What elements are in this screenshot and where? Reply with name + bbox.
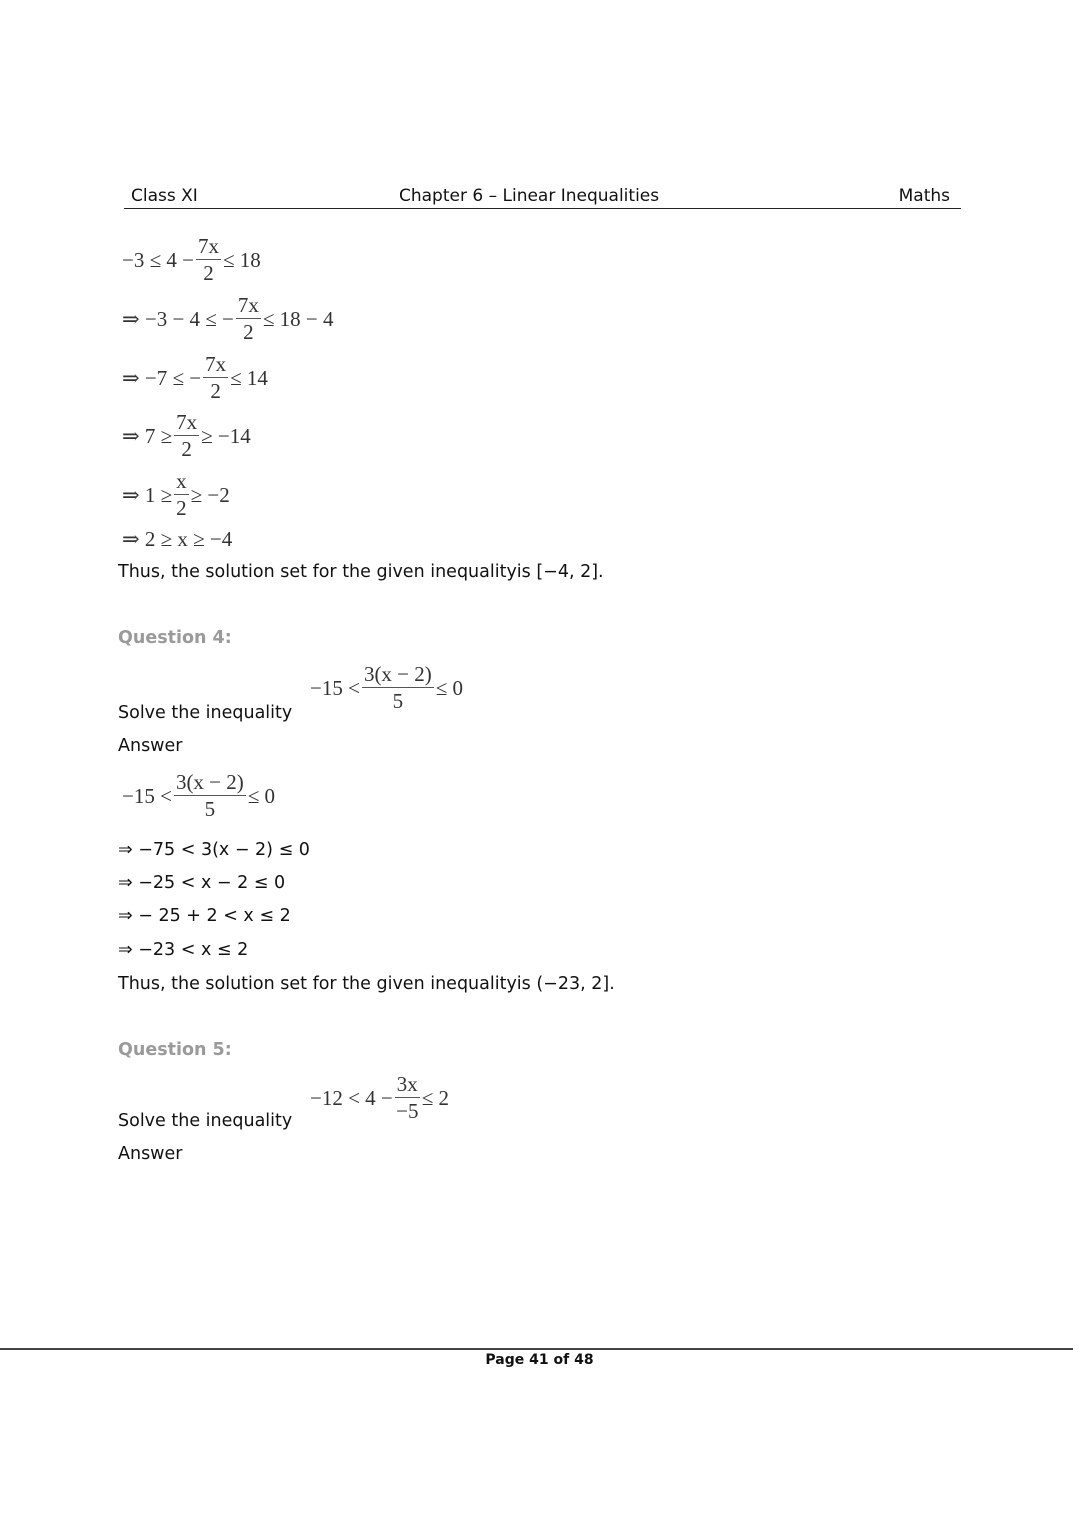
step-pre: ⇒ 7 ≥ (122, 423, 173, 448)
denominator: 2 (210, 379, 221, 403)
step-post: ≤ 18 (222, 247, 261, 272)
step-pre: −3 ≤ 4 − (122, 247, 194, 272)
fraction (174, 412, 199, 460)
q4-step-5: ⇒ −23 < x ≤ 2 (118, 940, 249, 960)
fraction (203, 354, 228, 402)
header-subject: Maths (898, 186, 950, 206)
question-5-answer-label: Answer (118, 1144, 183, 1164)
q4-step-3: ⇒ −25 < x − 2 ≤ 0 (118, 873, 286, 893)
question-4-expression (310, 664, 463, 712)
q4-step-4: ⇒ − 25 + 2 < x ≤ 2 (118, 906, 291, 926)
numerator: 7x (197, 234, 219, 258)
q4-step-2: ⇒ −75 < 3(x − 2) ≤ 0 (118, 840, 310, 860)
step-pre: ⇒ 1 ≥ (122, 482, 173, 507)
numerator: 3(x − 2) (363, 662, 432, 686)
expr-post: ≤ 2 (421, 1085, 450, 1110)
q3-step-3 (122, 354, 268, 402)
footer-divider (0, 1348, 1073, 1350)
header-class: Class XI (131, 186, 198, 206)
fraction (236, 295, 261, 343)
expr-post: ≤ 0 (435, 675, 464, 700)
step-post: ≥ −2 (190, 482, 230, 507)
numerator: 3x (396, 1072, 418, 1096)
q3-step-2 (122, 295, 334, 343)
question-5-expression (310, 1074, 449, 1122)
fraction (174, 471, 189, 519)
step-pre: ⇒ −7 ≤ − (122, 365, 202, 390)
step-post: ≤ 18 − 4 (262, 306, 334, 331)
numerator: 3(x − 2) (175, 770, 244, 794)
q4-step-1 (122, 772, 275, 820)
page-number: Page 41 of 48 (485, 1352, 594, 1368)
question-5-label: Question 5: (118, 1040, 232, 1060)
step-post: ≤ 0 (247, 783, 276, 808)
numerator: 7x (237, 293, 259, 317)
question-4-label: Question 4: (118, 628, 232, 648)
question-4-prompt: Solve the inequality (118, 703, 293, 723)
q3-step-4 (122, 412, 251, 460)
step-pre: −15 < (122, 783, 172, 808)
q3-step-5 (122, 471, 230, 519)
fraction (395, 1074, 420, 1122)
denominator: 2 (203, 261, 214, 285)
numerator: 7x (176, 410, 198, 434)
q4-conclusion: Thus, the solution set for the given inequalityis (−23, 2]. (118, 974, 615, 994)
numerator: x (176, 469, 187, 493)
q3-step-1 (122, 236, 261, 284)
fraction (362, 664, 434, 712)
expr-pre: −12 < 4 − (310, 1085, 393, 1110)
header-chapter: Chapter 6 – Linear Inequalities (399, 186, 660, 206)
question-4-answer-label: Answer (118, 736, 183, 756)
step-post: ≥ −14 (201, 423, 251, 448)
denominator: 2 (243, 320, 254, 344)
q3-step-6 (122, 527, 232, 552)
denominator: −5 (396, 1099, 419, 1123)
page-header (124, 186, 961, 209)
denominator: 2 (176, 496, 187, 520)
fraction (196, 236, 221, 284)
denominator: 5 (204, 797, 216, 821)
step-pre: ⇒ −3 − 4 ≤ − (122, 306, 234, 331)
question-5-prompt: Solve the inequality (118, 1111, 293, 1131)
step-post: ≤ 14 (230, 365, 268, 390)
fraction (174, 772, 246, 820)
denominator: 5 (392, 689, 404, 713)
denominator: 2 (181, 437, 192, 461)
numerator: 7x (205, 352, 227, 376)
expr-pre: −15 < (310, 675, 360, 700)
step-line: ⇒ 2 ≥ x ≥ −4 (122, 527, 233, 551)
q3-conclusion: Thus, the solution set for the given inequalityis [−4, 2]. (118, 562, 604, 582)
